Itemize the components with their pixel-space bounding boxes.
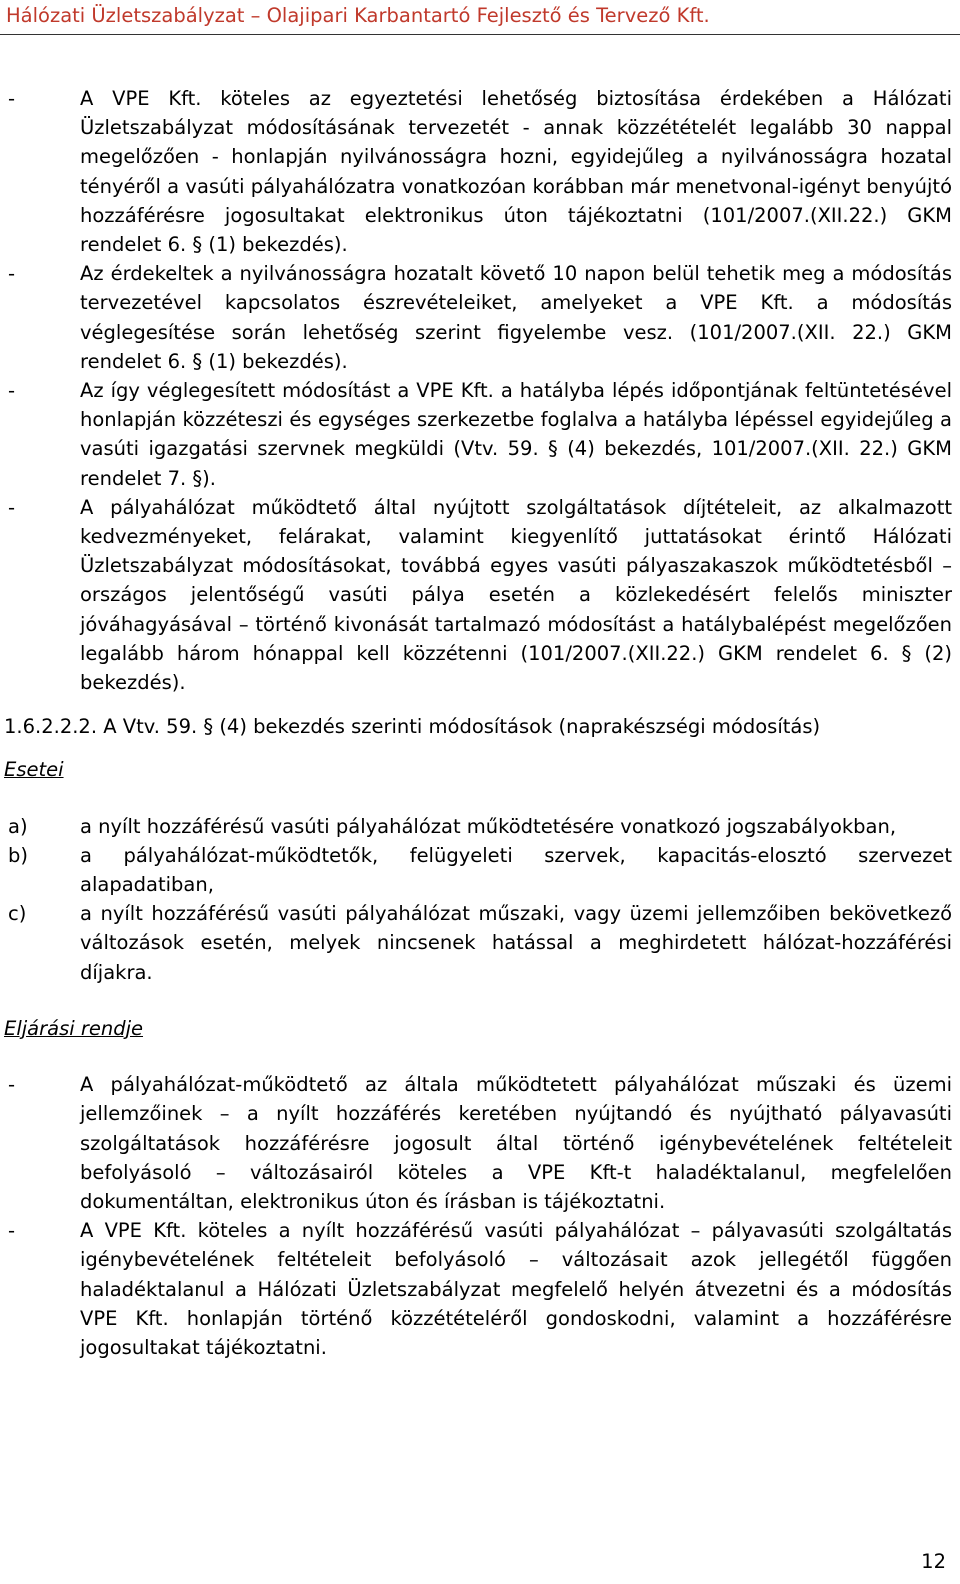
list-item — [4, 84, 952, 259]
list-item-text: Az érdekeltek a nyilvánosságra hozatalt követő 10 napon belül tehetik meg a módosítás tervezetével kapcsolatos észrevételeiket, amelyeket a VPE Kft. a módosítás véglegesítése során lehetőség szerint figyelembe vesz. (101/2007.(XII. 22.) GKM rendelet 6. § (1) bekezdés). — [80, 262, 952, 373]
list-item — [4, 812, 952, 841]
list-item-text: a nyílt hozzáférésű vasúti pályahálózat működtetésére vonatkozó jogszabályokban, — [80, 814, 897, 838]
page-number: 12 — [921, 1550, 946, 1573]
cases-list — [4, 812, 952, 987]
list-marker: - — [8, 379, 16, 403]
list-marker: - — [8, 1073, 16, 1097]
list-item — [4, 899, 952, 987]
list-marker: c) — [8, 902, 27, 926]
subheading-procedure: Eljárási rendje — [4, 1016, 144, 1040]
list-item — [4, 1070, 952, 1216]
header-divider — [0, 34, 960, 35]
running-header: Hálózati Üzletszabályzat – Olajipari Karbantartó Fejlesztő és Tervező Kft. — [6, 4, 710, 27]
list-item — [4, 1216, 952, 1362]
list-marker: a) — [8, 814, 28, 838]
list-item-text: A pályahálózat-működtető az általa működtetett pályahálózat műszaki és üzemi jellemzőinek – a nyílt hozzáférés keretében nyújtandó és nyújtható pályavasúti szolgáltatások hozzáférésre jogosult által történő igénybevételének feltételeit befolyásoló – változásairól köteles a VPE Kft-t haladéktalanul, megfelelően dokumentáltan, elektronikus úton és írásban is tájékoztatni. — [80, 1073, 952, 1213]
list-marker: - — [8, 87, 16, 110]
list-item — [4, 841, 952, 899]
list-marker: - — [8, 262, 16, 286]
list-item-text: Az így véglegesített módosítást a VPE Kft. a hatályba lépés időpontjának feltüntetésével honlapján közzéteszi és egységes szerkezetbe foglalva a hatályba lépéssel egyidejűleg a vasúti igazgatási szervnek megküldi (Vtv. 59. § (4) bekezdés, 101/2007.(XII. 22.) GKM rendelet 7. §). — [80, 379, 952, 490]
list-item-text: a pályahálózat-működtetők, felügyeleti szervek, kapacitás-elosztó szervezet alapadatiban, — [80, 843, 952, 897]
list-marker: - — [8, 1219, 16, 1243]
list-item — [4, 376, 952, 493]
list-item — [4, 493, 952, 697]
list-item-text: A pályahálózat működtető által nyújtott szolgáltatások díjtételeit, az alkalmazott kedvezményeket, felárakat, valamint kiegyenlítő juttatásokat érintő Hálózati Üzletszabályzat módosításokat, továbbá egyes vasúti pályaszakaszok működtetésből – országos jelentőségű vasúti pálya esetén a közlekedésért felelős miniszter jóváhagyásával – történő kivonását tartalmazó módosítást a hatálybalépést megelőzően legalább három hónappal kell közzétenni (101/2007.(XII.22.) GKM rendelet 6. § (2) bekezdés). — [80, 495, 952, 695]
list-marker: - — [8, 495, 16, 519]
list-item — [4, 259, 952, 376]
page-body — [4, 84, 952, 1362]
procedure-rules-list — [4, 1070, 952, 1362]
subheading-cases: Esetei — [4, 758, 64, 782]
list-marker: b) — [8, 843, 28, 867]
procedure-list — [4, 84, 952, 697]
list-item-text: A VPE Kft. köteles a nyílt hozzáférésű vasúti pályahálózat – pályavasúti szolgáltatás igénybevételének feltételeit befolyásoló – változásait azok jellegétől függően haladéktalanul a Hálózati Üzletszabályzat megfelelő helyén átvezetni és a módosítás VPE Kft. honlapján történő közzétételéről gondoskodni, valamint a hozzáférésre jogosultakat tájékoztatni. — [80, 1219, 952, 1359]
section-heading: 1.6.2.2.2. A Vtv. 59. § (4) bekezdés szerinti módosítások (naprakészségi módosítás) — [4, 715, 821, 739]
list-item-text: a nyílt hozzáférésű vasúti pályahálózat műszaki, vagy üzemi jellemzőiben bekövetkező változások esetén, melyek nincsenek hatással a meghirdetett hálózat-hozzáférési díjakra. — [80, 902, 952, 984]
list-item-text: A VPE Kft. köteles az egyeztetési lehetőség biztosítása érdekében a Hálózati Üzletszabályzat módosításának tervezetét - annak közzétételét legalább 30 nappal megelőzően - honlapján nyilvánosságra hozni, egyidejűleg a nyilvánosságra hozatal tényéről a vasúti pályahálózatra vonatkozóan korábban már menetvonal-igényt benyújtó hozzáférésre jogosultakat elektronikus úton tájékoztatni (101/2007.(XII.22.) GKM rendelet 6. § (1) bekezdés). — [80, 87, 952, 257]
